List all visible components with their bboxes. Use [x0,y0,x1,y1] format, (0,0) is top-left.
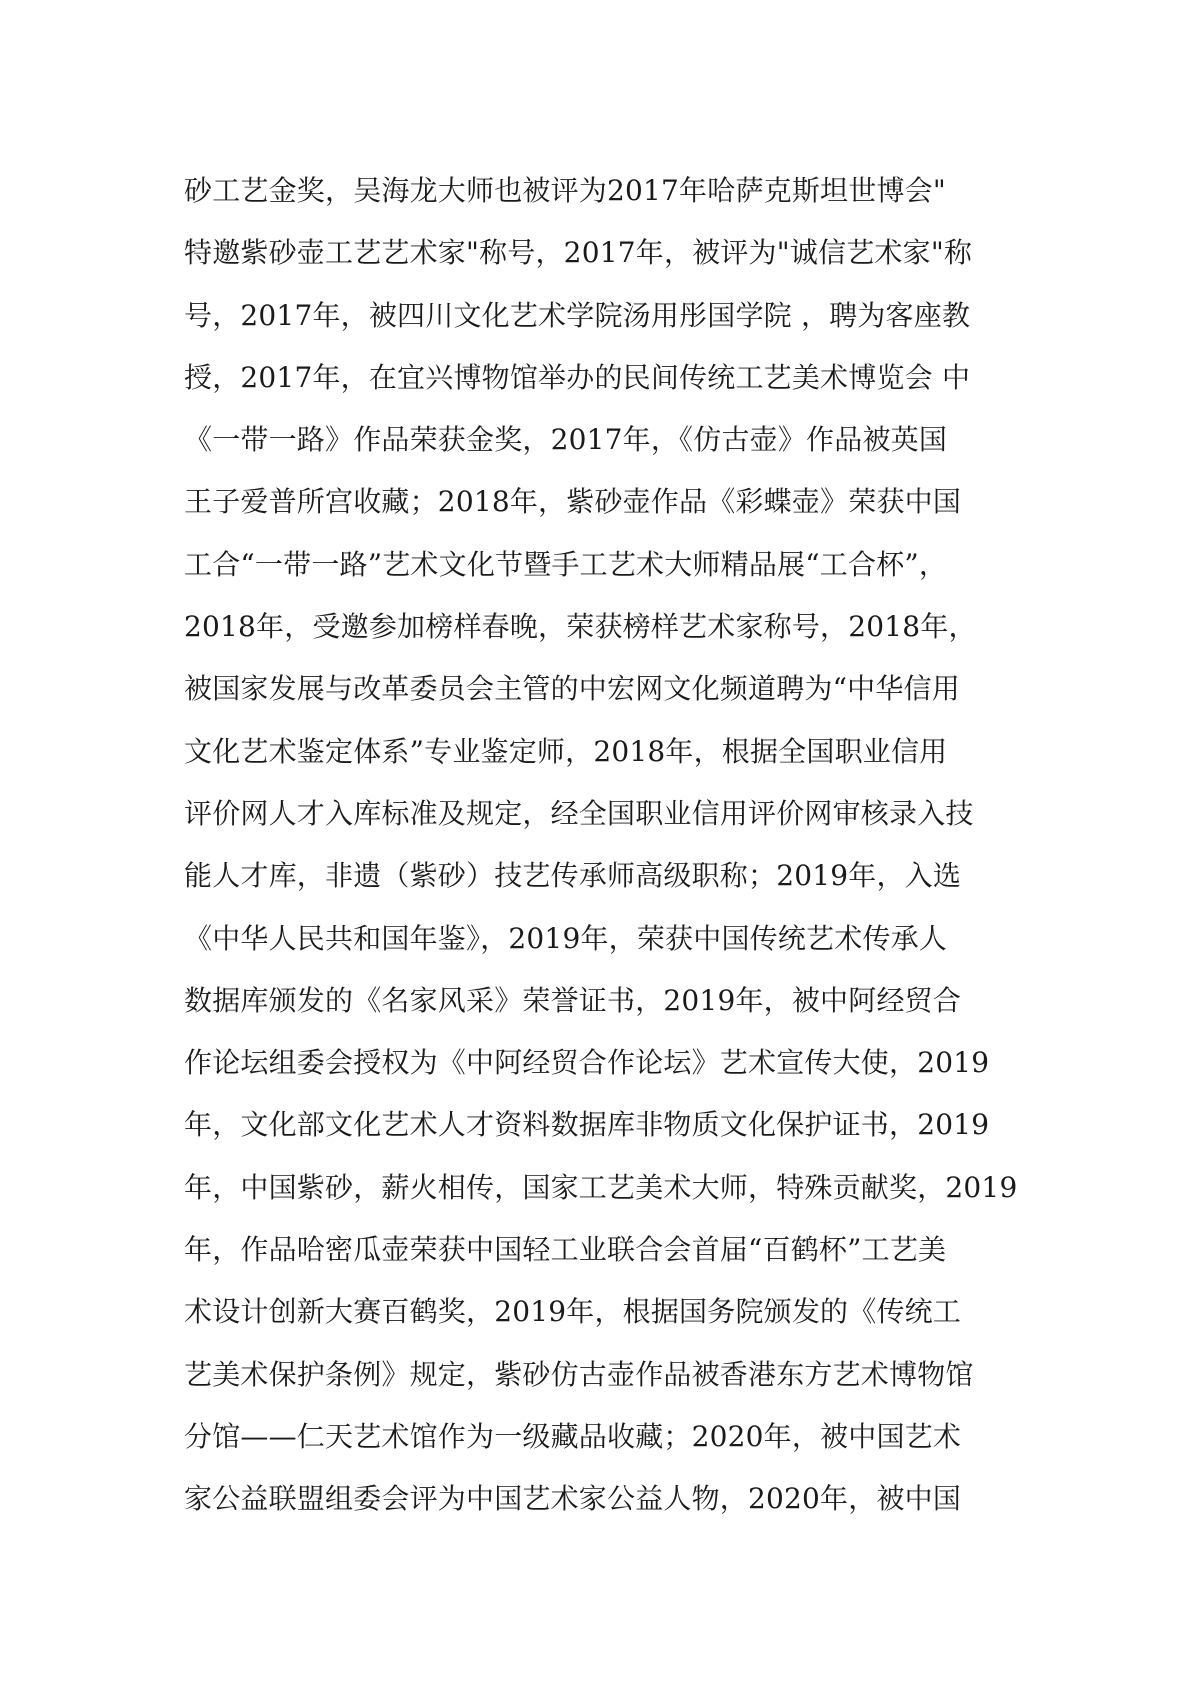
text-line-4: 授，2017年，在宜兴博物馆举办的民间传统工艺美术博览会 中 [184,360,971,394]
text-line-12: 能人才库，非遗（紫砂）技艺传承师高级职称；2019年，入选 [184,859,962,893]
text-line-13: 《中华人民共和国年鉴》，2019年，荣获中国传统艺术传承人 [184,921,948,955]
text-line-10: 文化艺术鉴定体系”专业鉴定师，2018年，根据全国职业信用 [184,734,948,768]
body-text [184,160,1024,1531]
text-line-7: 工合“一带一路”艺术文化节暨手工艺术大师精品展“工合杯”， [184,547,948,581]
text-line-19: 术设计创新大赛百鹤奖，2019年，根据国务院颁发的《传统工 [184,1295,962,1329]
text-line-2: 特邀紫砂壶工艺艺术家"称号，2017年，被评为"诚信艺术家"称 [184,236,973,270]
text-line-16: 年，文化部文化艺术人才资料数据库非物质文化保护证书，2019 [184,1108,990,1142]
text-line-20: 艺美术保护条例》规定，紫砂仿古壶作品被香港东方艺术博物馆 [184,1357,974,1391]
text-line-1: 砂工艺金奖，吴海龙大师也被评为2017年哈萨克斯坦世博会" [184,174,946,207]
text-line-17: 年，中国紫砂，薪火相传，国家工艺美术大师，特殊贡献奖，2019 [184,1170,1018,1204]
text-line-9: 被国家发展与改革委员会主管的中宏网文化频道聘为“中华信用 [184,672,960,706]
text-line-5: 《一带一路》作品荣获金奖，2017年，《仿古壶》作品被英国 [184,423,948,457]
text-line-6: 王子爱普所宫收藏；2018年，紫砂壶作品《彩蝶壶》荣获中国 [184,485,962,519]
text-line-21: 分馆——仁天艺术馆作为一级藏品收藏；2020年，被中国艺术 [184,1419,962,1453]
text-line-8: 2018年，受邀参加榜样春晚，荣获榜样艺术家称号，2018年， [184,610,977,644]
text-line-22: 家公益联盟组委会评为中国艺术家公益人物，2020年，被中国 [184,1482,962,1516]
text-line-11: 评价网人才入库标准及规定，经全国职业信用评价网审核录入技 [184,796,974,830]
text-line-18: 年，作品哈密瓜壶荣获中国轻工业联合会首届“百鹤杯”工艺美 [184,1233,947,1267]
text-line-14: 数据库颁发的《名家风采》荣誉证书，2019年，被中阿经贸合 [184,983,962,1017]
text-line-3: 号，2017年，被四川文化艺术学院汤用彤国学院 ，聘为客座教 [184,298,971,332]
text-line-15: 作论坛组委会授权为《中阿经贸合作论坛》艺术宣传大使，2019 [184,1046,990,1080]
